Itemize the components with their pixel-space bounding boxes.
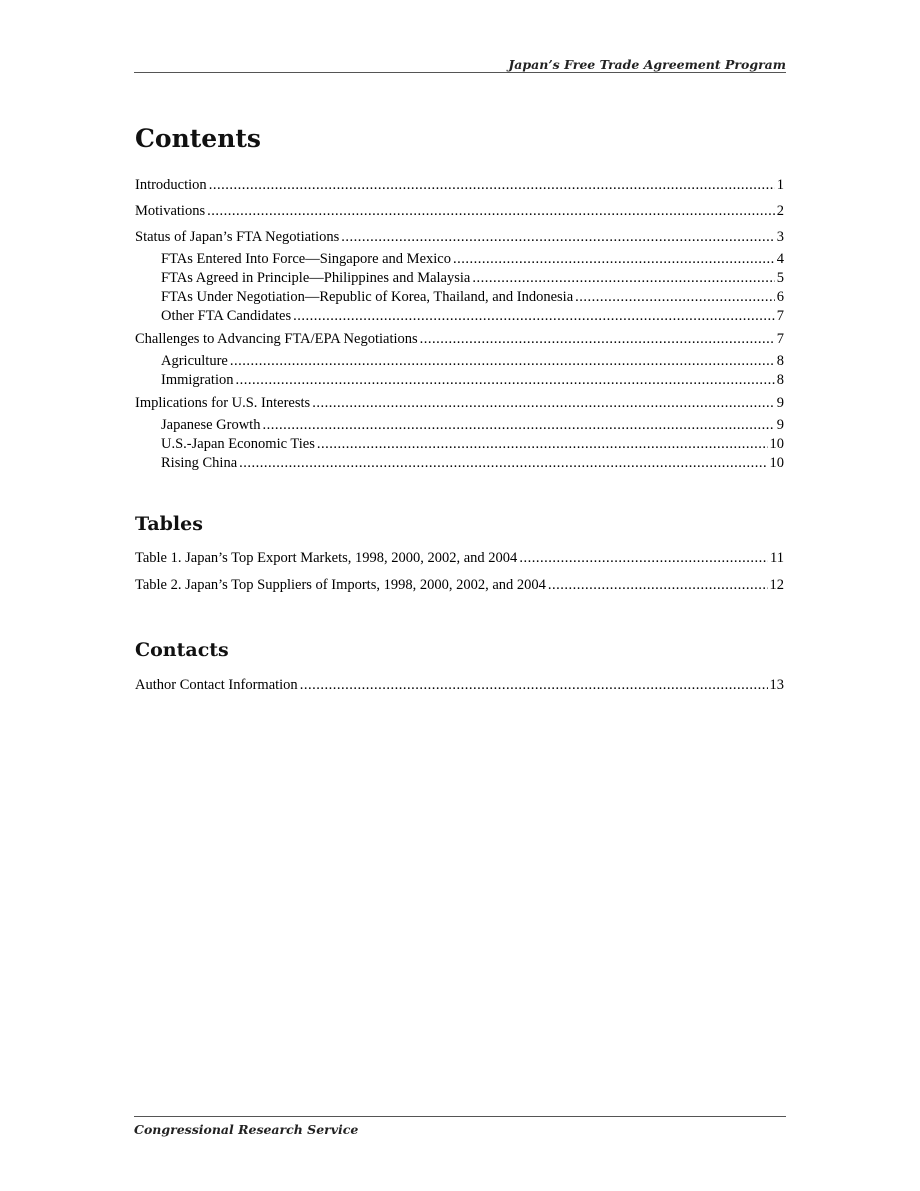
toc-entry[interactable]: [135, 202, 784, 221]
dot-leader: [472, 269, 774, 288]
toc-entry-page-number: 6: [776, 289, 784, 305]
toc-entry-label: Table 1. Japan’s Top Export Markets, 1998, 2000, 2002, and 2004: [135, 550, 518, 566]
toc-entry-page-number: 7: [776, 331, 784, 347]
dot-leader: [420, 330, 775, 349]
contents-list: [135, 176, 784, 473]
toc-entry-page-number: 8: [776, 372, 784, 388]
toc-entry-label: U.S.-Japan Economic Ties: [161, 436, 315, 452]
contacts-heading: Contacts: [135, 639, 229, 661]
toc-entry[interactable]: [135, 307, 784, 326]
dot-leader: [453, 250, 775, 269]
dot-leader: [519, 549, 768, 568]
dot-leader: [209, 176, 775, 195]
contents-heading: Contents: [135, 124, 262, 153]
toc-entry-page-number: 9: [776, 417, 784, 433]
dot-leader: [575, 288, 775, 307]
toc-entry[interactable]: [135, 176, 784, 195]
dot-leader: [239, 454, 767, 473]
toc-entry[interactable]: [135, 549, 784, 568]
toc-entry[interactable]: [135, 416, 784, 435]
dot-leader: [230, 352, 775, 371]
toc-entry-label: Author Contact Information: [135, 677, 298, 693]
toc-entry-page-number: 8: [776, 353, 784, 369]
toc-entry[interactable]: [135, 576, 784, 595]
running-header: [134, 56, 786, 73]
toc-entry-page-number: 5: [776, 270, 784, 286]
toc-entry[interactable]: [135, 676, 784, 695]
toc-entry-page-number: 11: [770, 550, 784, 566]
running-footer-text: Congressional Research Service: [134, 1122, 359, 1137]
toc-entry-label: Status of Japan’s FTA Negotiations: [135, 229, 340, 245]
toc-entry-page-number: 1: [776, 177, 784, 193]
toc-entry[interactable]: [135, 288, 784, 307]
toc-entry-label: Rising China: [161, 455, 238, 471]
dot-leader: [317, 435, 768, 454]
toc-entry[interactable]: [135, 435, 784, 454]
toc-entry[interactable]: [135, 352, 784, 371]
dot-leader: [341, 228, 775, 247]
toc-entry-page-number: 13: [769, 677, 784, 693]
toc-entry-label: FTAs Agreed in Principle—Philippines and Malaysia: [161, 270, 471, 286]
toc-entry-page-number: 10: [769, 436, 784, 452]
tables-heading: Tables: [135, 513, 203, 535]
dot-leader: [207, 202, 775, 221]
toc-entry[interactable]: [135, 330, 784, 349]
toc-entry-page-number: 10: [769, 455, 784, 471]
tables-list: [135, 549, 784, 595]
toc-entry[interactable]: [135, 371, 784, 390]
toc-entry-page-number: 7: [776, 308, 784, 324]
running-footer: [134, 1116, 786, 1137]
toc-entry[interactable]: [135, 269, 784, 288]
toc-entry-label: Introduction: [135, 177, 207, 193]
toc-entry[interactable]: [135, 394, 784, 413]
toc-entry[interactable]: [135, 228, 784, 247]
toc-entry-label: Immigration: [161, 372, 234, 388]
toc-entry-page-number: 12: [769, 577, 784, 593]
dot-leader: [262, 416, 774, 435]
toc-entry-label: Other FTA Candidates: [161, 308, 292, 324]
toc-entry-label: Agriculture: [161, 353, 228, 369]
toc-entry-label: FTAs Entered Into Force—Singapore and Mexico: [161, 251, 451, 267]
toc-entry[interactable]: [135, 250, 784, 269]
toc-entry-page-number: 3: [776, 229, 784, 245]
dot-leader: [312, 394, 775, 413]
contacts-list: [135, 676, 784, 695]
toc-entry-label: Table 2. Japan’s Top Suppliers of Imports, 1998, 2000, 2002, and 2004: [135, 577, 546, 593]
toc-entry-page-number: 2: [776, 203, 784, 219]
toc-entry[interactable]: [135, 454, 784, 473]
running-header-title: Japan’s Free Trade Agreement Program: [508, 57, 786, 72]
toc-entry-page-number: 9: [776, 395, 784, 411]
toc-entry-label: Japanese Growth: [161, 417, 261, 433]
toc-entry-label: Challenges to Advancing FTA/EPA Negotiations: [135, 331, 418, 347]
dot-leader: [293, 307, 775, 326]
toc-entry-label: Implications for U.S. Interests: [135, 395, 311, 411]
dot-leader: [300, 676, 768, 695]
dot-leader: [236, 371, 775, 390]
toc-entry-page-number: 4: [776, 251, 784, 267]
dot-leader: [548, 576, 768, 595]
toc-entry-label: FTAs Under Negotiation—Republic of Korea, Thailand, and Indonesia: [161, 289, 574, 305]
toc-entry-label: Motivations: [135, 203, 206, 219]
